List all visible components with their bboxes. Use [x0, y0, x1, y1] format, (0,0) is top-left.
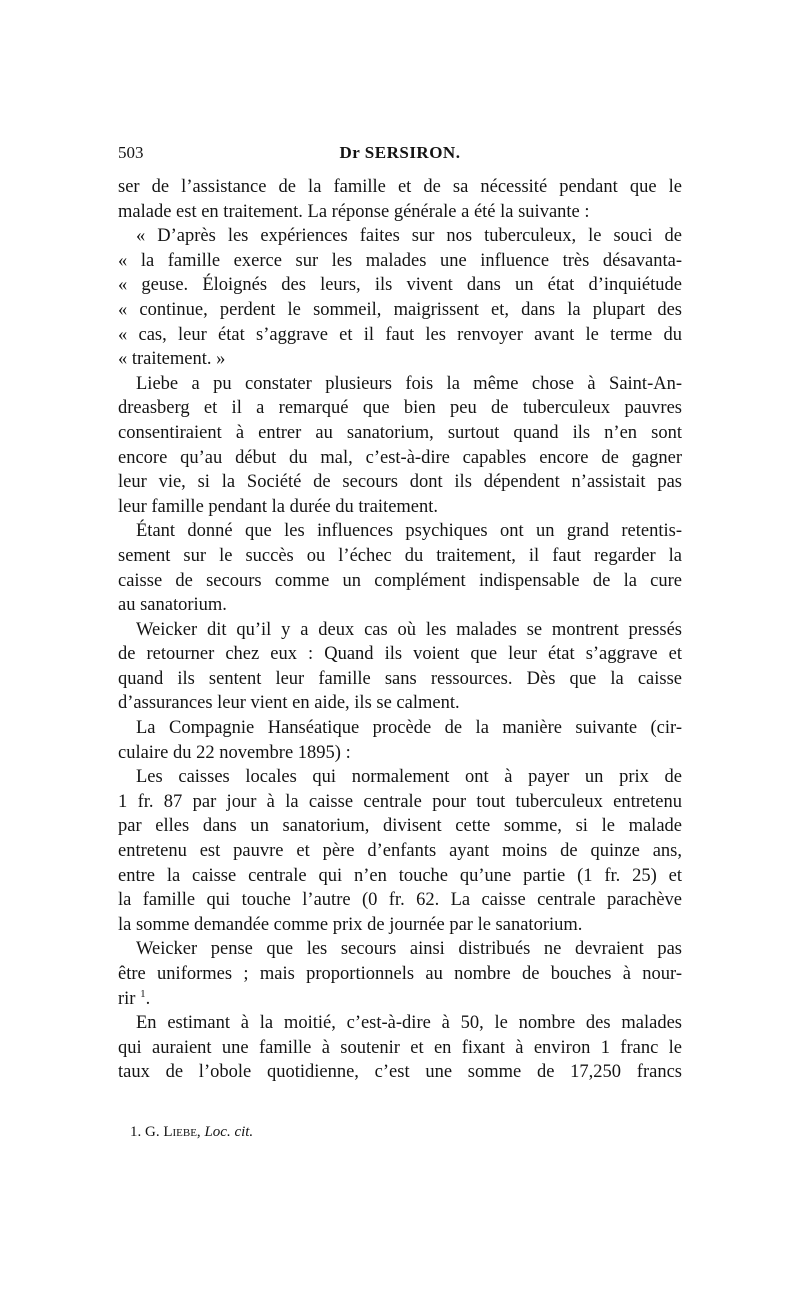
text-line: consentiraient à entrer au sanatorium, surtout quand ils n’en sont [118, 422, 682, 443]
text-line: Les caisses locales qui normalement ont à payer un prix de [136, 767, 682, 788]
body-text [118, 175, 682, 1085]
footnote-number: 1. [130, 1124, 142, 1140]
text-line: « traitement. » [118, 349, 226, 370]
line-text: rir [118, 988, 136, 1009]
text-line: dreasberg et il a remarqué que bien peu de tuberculeux pauvres [118, 398, 682, 419]
text-line: 1 fr. 87 par jour à la caisse centrale pour tout tuberculeux entretenu [118, 791, 682, 812]
text-line: entretenu est pauvre et père d’enfants ayant moins de quinze ans, [118, 841, 682, 862]
text-line: par elles dans un sanatorium, divisent cette somme, si le malade [118, 816, 682, 837]
text-line: qui auraient une famille à soutenir et en fixant à environ 1 franc le [118, 1037, 682, 1058]
text-line: encore qu’au début du mal, c’est-à-dire capables encore de gagner [118, 447, 682, 468]
text-line: ser de l’assistance de la famille et de sa nécessité pendant que le [118, 177, 682, 197]
text-line: « geuse. Éloignés des leurs, ils vivent dans un état d’inquiétude [118, 275, 682, 296]
text-line: leur vie, si la Société de secours dont ils dépendent n’assistait pas [118, 472, 682, 493]
footnote-marker: 1 [140, 987, 146, 1000]
text-line: de retourner chez eux : Quand ils voient que leur état s’aggrave et [118, 644, 682, 665]
text-line: leur famille pendant la durée du traitement. [118, 496, 439, 517]
paragraph [118, 224, 682, 372]
text-line: malade est en traitement. La réponse générale a été la suivante : [118, 201, 590, 222]
paragraph [118, 175, 682, 224]
text-line: quand ils sentent leur famille sans ressources. Dès que la caisse [118, 668, 682, 689]
page-header [118, 143, 682, 169]
text-line: Étant donné que les influences psychiques ont un grand retentis- [136, 521, 682, 542]
running-head: Dr SERSIRON. [339, 143, 461, 162]
text-line: En estimant à la moitié, c’est-à-dire à 50, le nombre des malades [136, 1013, 682, 1034]
paragraph [118, 519, 682, 617]
footnote-reference: Loc. cit. [204, 1124, 254, 1140]
footnote-author: G. Liebe, [145, 1124, 201, 1140]
text-line: Liebe a pu constater plusieurs fois la même chose à Saint-An- [136, 373, 682, 394]
paragraph [118, 1011, 682, 1085]
text-line: être uniformes ; mais proportionnels au nombre de bouches à nour- [118, 964, 682, 984]
text-line: d’assurances leur vient en aide, ils se calment. [118, 693, 460, 714]
text-line: « la famille exerce sur les malades une influence très désavanta- [118, 250, 682, 271]
text-line: entre la caisse centrale qui n’en touche qu’une partie (1 fr. 25) et [118, 865, 682, 886]
text-line: caisse de secours comme un complément indispensable de la cure [118, 570, 682, 591]
text-line: « cas, leur état s’aggrave et il faut les renvoyer avant le terme du [118, 324, 682, 345]
line-suffix: . [145, 988, 151, 1009]
footnote [130, 1124, 253, 1141]
text-line: au sanatorium. [118, 595, 227, 616]
text-line: Weicker pense que les secours ainsi distribués ne devraient pas [136, 939, 682, 960]
text-line [118, 987, 682, 1012]
text-line: La Compagnie Hanséatique procède de la manière suivante (cir- [136, 718, 682, 739]
paragraph [118, 765, 682, 937]
paragraph [118, 716, 682, 765]
page-number: 503 [118, 143, 144, 162]
text-line: « D’après les expériences faites sur nos tuberculeux, le souci de [136, 226, 682, 247]
text-line: sement sur le succès ou l’échec du traitement, il faut regarder la [118, 545, 682, 566]
paragraph [118, 618, 682, 716]
text-line: « continue, perdent le sommeil, maigrissent et, dans la plupart des [118, 299, 682, 320]
paragraph [118, 937, 682, 1011]
text-line: Weicker dit qu’il y a deux cas où les malades se montrent pressés [136, 619, 682, 640]
text-line: culaire du 22 novembre 1895) : [118, 742, 351, 763]
paragraph [118, 372, 682, 520]
text-line: la famille qui touche l’autre (0 fr. 62. La caisse centrale parachève [118, 890, 682, 911]
text-line: taux de l’obole quotidienne, c’est une somme de 17,250 francs [118, 1062, 682, 1083]
text-line: la somme demandée comme prix de journée par le sanatorium. [118, 914, 583, 935]
